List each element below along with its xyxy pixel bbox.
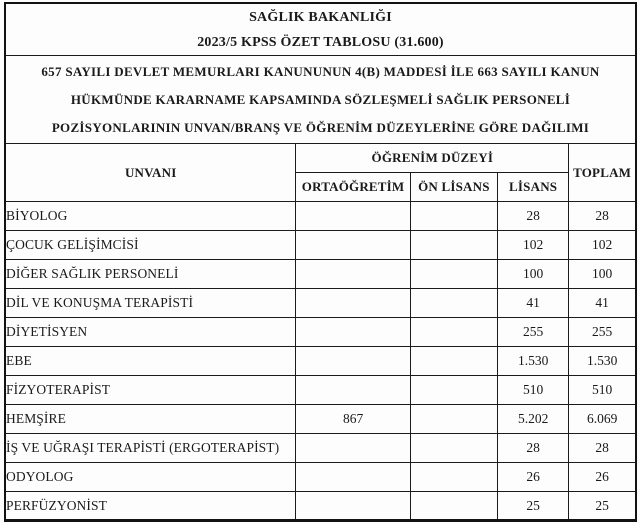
row-lisans-cell: 510 — [498, 376, 569, 405]
row-on-lisans-cell — [410, 231, 497, 260]
row-ortaogretim-cell — [296, 463, 410, 492]
row-toplam-cell: 6.069 — [569, 405, 636, 434]
document-subtitle: 2023/5 KPSS ÖZET TABLOSU (31.600) — [197, 34, 444, 50]
column-header-ortaogretim: ORTAÖĞRETİM — [296, 173, 410, 202]
table-row — [5, 463, 636, 492]
row-toplam-cell: 510 — [569, 376, 636, 405]
row-on-lisans-cell — [410, 347, 497, 376]
row-on-lisans-cell — [410, 492, 497, 521]
row-ortaogretim-cell — [296, 202, 410, 231]
description-line-1: 657 SAYILI DEVLET MEMURLARI KANUNUNUN 4(B) MADDESİ İLE 663 SAYILI KANUN — [41, 63, 600, 79]
row-unvan-cell: ODYOLOG — [5, 463, 296, 492]
document-description-cell — [5, 56, 636, 144]
row-ortaogretim-cell — [296, 289, 410, 318]
row-ortaogretim-cell — [296, 347, 410, 376]
row-toplam-cell: 25 — [569, 492, 636, 521]
row-unvan-cell: DİĞER SAĞLIK PERSONELİ — [5, 260, 296, 289]
row-on-lisans-cell — [410, 405, 497, 434]
table-row — [5, 260, 636, 289]
table-row — [5, 492, 636, 521]
row-unvan-cell: ÇOCUK GELİŞİMCİSİ — [5, 231, 296, 260]
row-on-lisans-cell — [410, 289, 497, 318]
row-toplam-cell: 255 — [569, 318, 636, 347]
row-lisans-cell: 1.530 — [498, 347, 569, 376]
row-toplam-cell: 100 — [569, 260, 636, 289]
row-ortaogretim-cell — [296, 376, 410, 405]
row-toplam-cell: 41 — [569, 289, 636, 318]
table-row — [5, 231, 636, 260]
row-on-lisans-cell — [410, 463, 497, 492]
column-header-ogrenim-duzeyi: ÖĞRENİM DÜZEYİ — [296, 144, 569, 173]
row-toplam-cell: 28 — [569, 202, 636, 231]
table-row — [5, 376, 636, 405]
row-toplam-cell: 1.530 — [569, 347, 636, 376]
row-unvan-cell: EBE — [5, 347, 296, 376]
column-header-unvani: UNVANI — [5, 144, 296, 202]
row-toplam-cell: 28 — [569, 434, 636, 463]
description-line-3: POZİSYONLARININ UNVAN/BRANŞ VE ÖĞRENİM DÜZEYLERİNE GÖRE DAĞILIMI — [51, 119, 590, 135]
row-lisans-cell: 5.202 — [498, 405, 569, 434]
document-description-row — [5, 56, 636, 144]
row-ortaogretim-cell — [296, 260, 410, 289]
row-toplam-cell: 102 — [569, 231, 636, 260]
description-line-2: HÜKMÜNDE KARARNAME KAPSAMINDA SÖZLEŞMELİ SAĞLIK PERSONELİ — [70, 91, 571, 107]
row-on-lisans-cell — [410, 318, 497, 347]
table-body — [5, 202, 636, 521]
row-ortaogretim-cell: 867 — [296, 405, 410, 434]
column-header-lisans: LİSANS — [498, 173, 569, 202]
row-ortaogretim-cell — [296, 434, 410, 463]
row-unvan-cell: BİYOLOG — [5, 202, 296, 231]
row-ortaogretim-cell — [296, 492, 410, 521]
row-unvan-cell: FİZYOTERAPİST — [5, 376, 296, 405]
table-row — [5, 202, 636, 231]
row-ortaogretim-cell — [296, 231, 410, 260]
row-unvan-cell: İŞ VE UĞRAŞI TERAPİSTİ (ERGOTERAPİST) — [5, 434, 296, 463]
table-row — [5, 405, 636, 434]
table-row — [5, 434, 636, 463]
row-lisans-cell: 28 — [498, 434, 569, 463]
table-header-row-1 — [5, 144, 636, 173]
table-row — [5, 318, 636, 347]
kpss-summary-table — [4, 2, 637, 522]
row-lisans-cell: 25 — [498, 492, 569, 521]
table-row — [5, 347, 636, 376]
row-unvan-cell: DİYETİSYEN — [5, 318, 296, 347]
document-title: SAĞLIK BAKANLIĞI — [249, 9, 392, 25]
row-unvan-cell: DİL VE KONUŞMA TERAPİSTİ — [5, 289, 296, 318]
row-lisans-cell: 28 — [498, 202, 569, 231]
row-on-lisans-cell — [410, 434, 497, 463]
row-lisans-cell: 26 — [498, 463, 569, 492]
row-on-lisans-cell — [410, 260, 497, 289]
document-header-cell — [5, 3, 636, 56]
column-header-toplam: TOPLAM — [569, 144, 636, 202]
row-lisans-cell: 255 — [498, 318, 569, 347]
row-unvan-cell: HEMŞİRE — [5, 405, 296, 434]
row-unvan-cell: PERFÜZYONİST — [5, 492, 296, 521]
document-header-row — [5, 3, 636, 56]
row-lisans-cell: 100 — [498, 260, 569, 289]
row-ortaogretim-cell — [296, 318, 410, 347]
row-on-lisans-cell — [410, 376, 497, 405]
row-lisans-cell: 102 — [498, 231, 569, 260]
row-lisans-cell: 41 — [498, 289, 569, 318]
row-toplam-cell: 26 — [569, 463, 636, 492]
column-header-on-lisans: ÖN LİSANS — [410, 173, 497, 202]
row-on-lisans-cell — [410, 202, 497, 231]
table-row — [5, 289, 636, 318]
